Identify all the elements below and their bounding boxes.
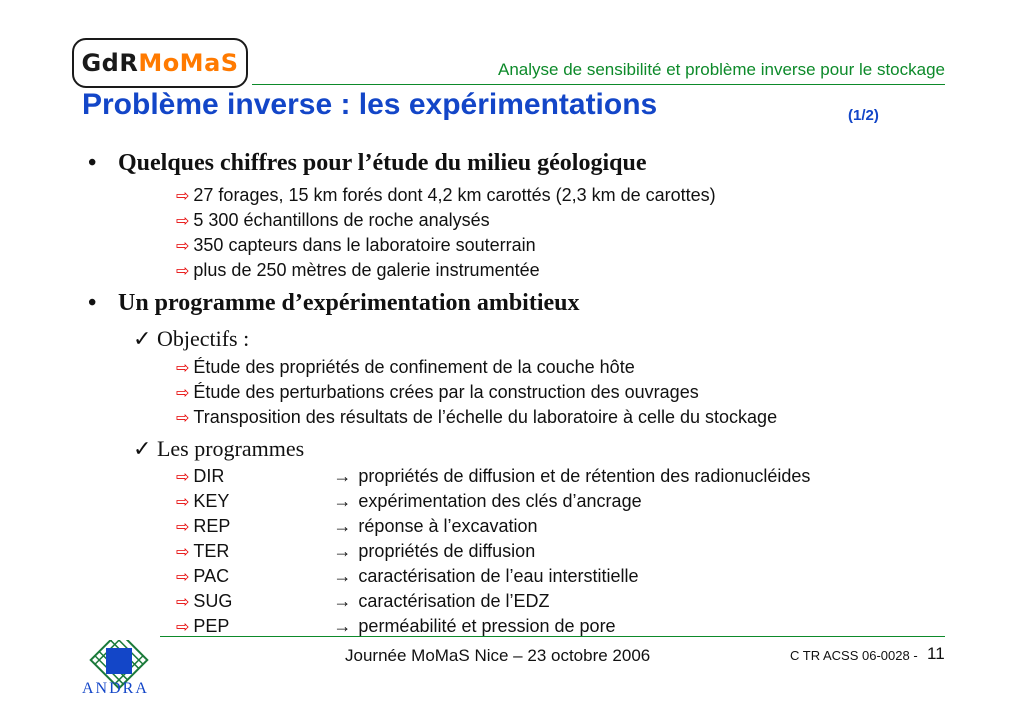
program-row-key xyxy=(176,491,642,512)
program-desc: perméabilité et pression de pore xyxy=(358,616,616,636)
list-item xyxy=(176,210,490,231)
right-arrow-icon: → xyxy=(333,616,352,636)
slide-count: (1/2) xyxy=(848,107,879,124)
right-arrow-icon: → xyxy=(333,491,352,511)
program-code: SUG xyxy=(193,591,233,611)
list-item-text: Transposition des résultats de l’échelle du laboratoire à celle du stockage xyxy=(193,407,778,427)
footer-event: Journée MoMaS Nice – 23 octobre 2006 xyxy=(345,646,651,665)
footer-reference: C TR ACSS 06-0028 - xyxy=(790,648,918,663)
outline-arrow-icon: ⇨ xyxy=(176,619,190,636)
list-item xyxy=(176,260,540,281)
section-heading-text: Quelques chiffres pour l’étude du milieu géologique xyxy=(118,150,647,176)
outline-arrow-icon: ⇨ xyxy=(176,188,190,205)
bullet: • xyxy=(88,150,97,176)
program-code: TER xyxy=(193,541,230,561)
gdr-momas-logo xyxy=(72,38,248,88)
outline-arrow-icon: ⇨ xyxy=(176,213,190,230)
right-arrow-icon: → xyxy=(333,516,352,536)
checkmark-icon: ✓ xyxy=(133,326,152,351)
header-subtitle: Analyse de sensibilité et problème inverse pour le stockage xyxy=(498,60,945,79)
subheading-text: Objectifs : xyxy=(156,326,250,351)
outline-arrow-icon: ⇨ xyxy=(176,360,190,377)
list-item xyxy=(176,185,716,206)
outline-arrow-icon: ⇨ xyxy=(176,594,190,611)
program-desc: expérimentation des clés d’ancrage xyxy=(358,491,642,511)
program-row-pac xyxy=(176,566,639,587)
program-code: DIR xyxy=(193,466,225,486)
program-code: PEP xyxy=(193,616,230,636)
outline-arrow-icon: ⇨ xyxy=(176,385,190,402)
outline-arrow-icon: ⇨ xyxy=(176,469,190,486)
andra-logo-text: ANDRA xyxy=(82,680,149,697)
header-divider xyxy=(252,84,945,85)
subheading-text: Les programmes xyxy=(156,436,305,461)
section-heading-program xyxy=(88,290,580,317)
list-item xyxy=(176,382,699,403)
right-arrow-icon: → xyxy=(333,466,352,486)
right-arrow-icon: → xyxy=(333,541,352,561)
program-row-ter xyxy=(176,541,535,562)
outline-arrow-icon: ⇨ xyxy=(176,569,190,586)
right-arrow-icon: → xyxy=(333,591,352,611)
list-item-text: 27 forages, 15 km forés dont 4,2 km carottés (2,3 km de carottes) xyxy=(193,185,716,205)
program-desc: réponse à l’excavation xyxy=(358,516,538,536)
program-row-pep xyxy=(176,616,616,637)
program-desc: caractérisation de l’EDZ xyxy=(358,591,550,611)
subheading-objectives xyxy=(133,326,249,352)
logo-text-gdr: GdR xyxy=(81,49,139,77)
list-item-text: 5 300 échantillons de roche analysés xyxy=(193,210,490,230)
section-heading-text: Un programme d’expérimentation ambitieux xyxy=(118,290,580,316)
list-item xyxy=(176,357,635,378)
page-number: 11 xyxy=(927,644,945,663)
program-desc: propriétés de diffusion xyxy=(358,541,536,561)
right-arrow-icon: → xyxy=(333,566,352,586)
program-desc: caractérisation de l’eau interstitielle xyxy=(358,566,639,586)
list-item-text: Étude des perturbations crées par la construction des ouvrages xyxy=(193,382,699,402)
program-desc: propriétés de diffusion et de rétention des radionucléides xyxy=(358,466,811,486)
outline-arrow-icon: ⇨ xyxy=(176,238,190,255)
program-code: REP xyxy=(193,516,231,536)
subheading-programs xyxy=(133,436,304,462)
outline-arrow-icon: ⇨ xyxy=(176,544,190,561)
program-code: KEY xyxy=(193,491,230,511)
outline-arrow-icon: ⇨ xyxy=(176,263,190,280)
outline-arrow-icon: ⇨ xyxy=(176,410,190,427)
slide-title: Problème inverse : les expérimentations xyxy=(82,88,658,121)
list-item xyxy=(176,407,777,428)
program-row-dir xyxy=(176,466,810,487)
bullet: • xyxy=(88,290,97,316)
program-row-rep xyxy=(176,516,538,537)
section-heading-figures xyxy=(88,150,646,177)
list-item xyxy=(176,235,536,256)
list-item-text: plus de 250 mètres de galerie instrumentée xyxy=(193,260,540,280)
outline-arrow-icon: ⇨ xyxy=(176,494,190,511)
program-code: PAC xyxy=(193,566,230,586)
outline-arrow-icon: ⇨ xyxy=(176,519,190,536)
logo-text-momas: MoMaS xyxy=(138,49,239,77)
list-item-text: 350 capteurs dans le laboratoire souterrain xyxy=(193,235,536,255)
footer-divider xyxy=(160,636,945,637)
list-item-text: Étude des propriétés de confinement de la couche hôte xyxy=(193,357,635,377)
program-row-sug xyxy=(176,591,550,612)
checkmark-icon: ✓ xyxy=(133,436,152,461)
